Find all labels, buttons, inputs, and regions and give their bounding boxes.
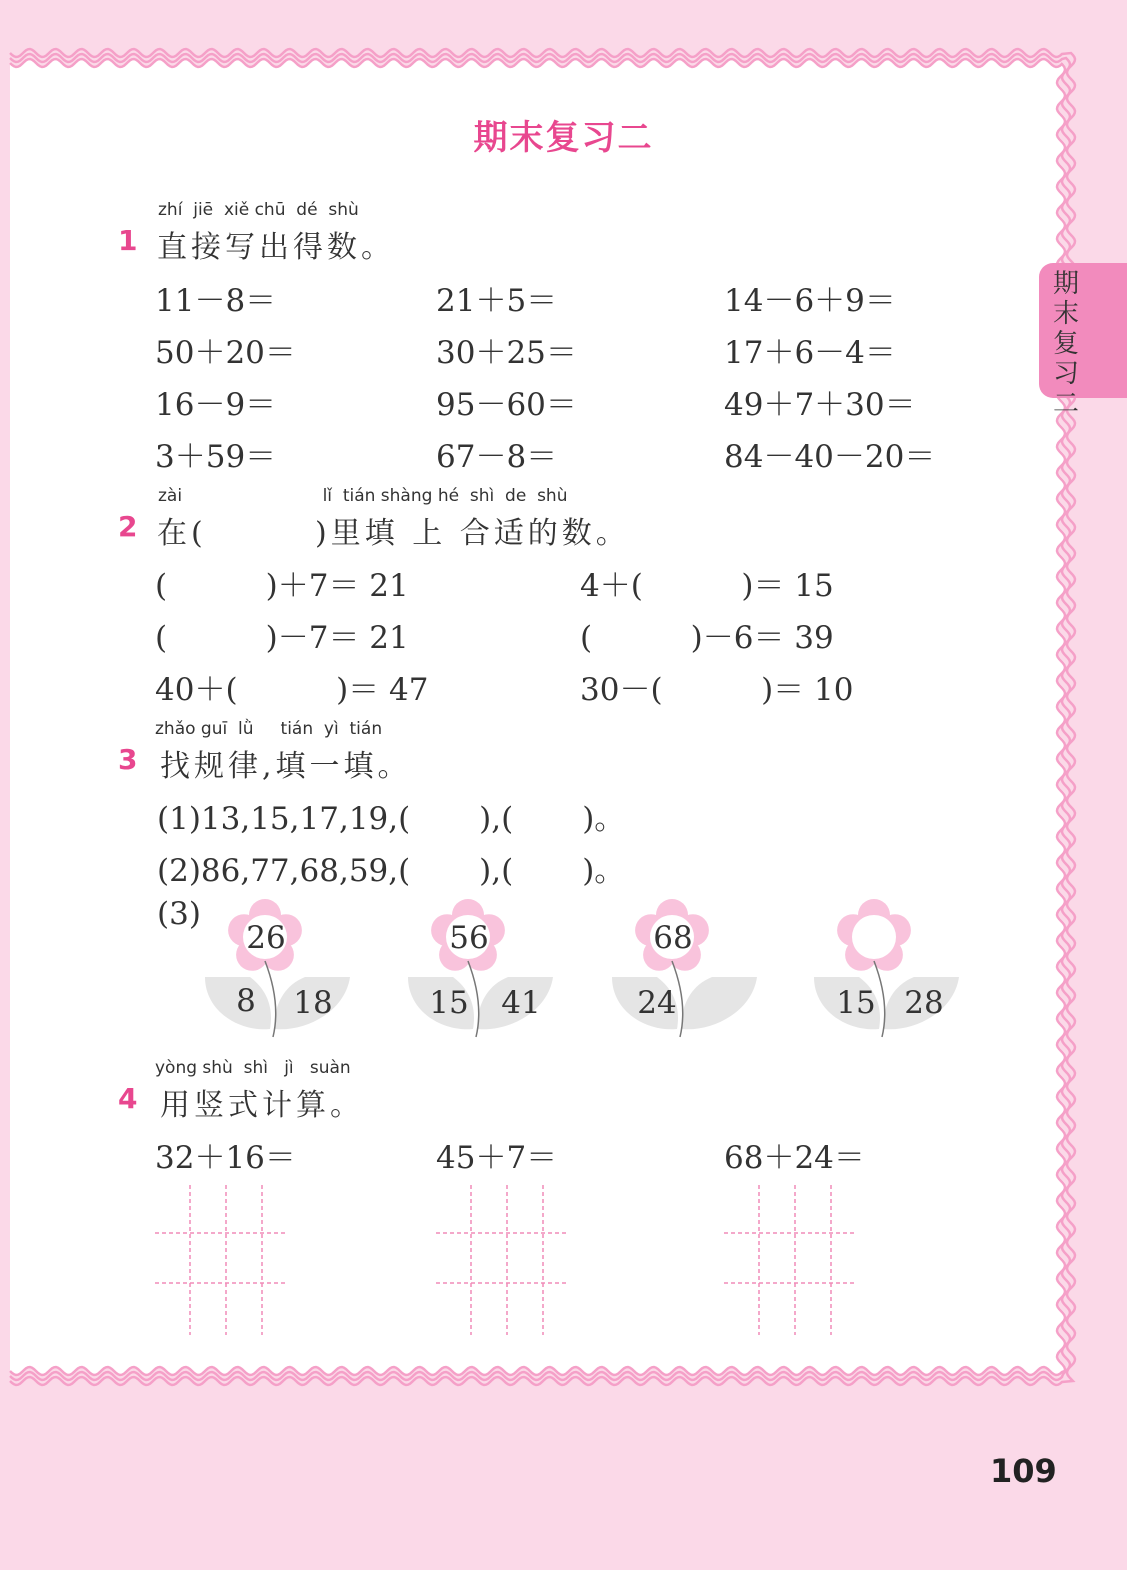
arithmetic-problem: 49＋7＋30＝: [724, 387, 916, 423]
arithmetic-problem: 14－6＋9＝: [724, 283, 896, 319]
flower-right-leaf-number: 41: [501, 985, 541, 1021]
section-1-number: 1: [118, 224, 138, 257]
flower-left-leaf-number: 15: [836, 985, 876, 1021]
sequence-problem: (1)13,15,17,19,( ),( )。: [157, 801, 626, 837]
flower-left-leaf-number: 24: [637, 985, 677, 1021]
arithmetic-problem: 84－40－20＝: [724, 439, 936, 475]
page-number: 109: [990, 1452, 1057, 1490]
section-3-number: 3: [118, 743, 138, 776]
arithmetic-problem: 67－8＝: [436, 439, 558, 475]
fill-blank-problem: ( )－6＝ 39: [580, 620, 834, 656]
flower-center-number: 26: [246, 920, 286, 956]
page-title: 期末复习二: [473, 118, 654, 158]
section-4-number: 4: [118, 1082, 138, 1115]
fill-blank-problem: 40＋( )＝ 47: [155, 672, 429, 708]
arithmetic-problem: 95－60＝: [436, 387, 577, 423]
arithmetic-problem: 16－9＝: [155, 387, 277, 423]
section-3-heading: 找规律,填一填。: [160, 749, 412, 784]
arithmetic-problem: 50＋20＝: [155, 335, 296, 371]
section-4-heading: 用竖式计算。: [160, 1088, 364, 1123]
vertical-calc-grid[interactable]: [436, 1185, 568, 1335]
side-tab-label: 期 末 复 习 二: [1052, 269, 1079, 419]
section-4-pinyin: yòng shù shì jì suàn: [155, 1058, 351, 1078]
vertical-calc-grid[interactable]: [155, 1185, 287, 1335]
fill-blank-problem: ( )－7＝ 21: [155, 620, 409, 656]
flower-center-number: 56: [449, 920, 489, 956]
flower-center-number: 68: [653, 920, 693, 956]
flower-right-leaf-number: 18: [293, 985, 333, 1021]
section-3-pinyin: zhǎo guī lǜ tián yì tián: [155, 719, 383, 739]
arithmetic-problem: 11－8＝: [155, 283, 277, 319]
arithmetic-problem: 17＋6－4＝: [724, 335, 896, 371]
fill-blank-problem: 30－( )＝ 10: [580, 672, 854, 708]
vertical-calc-problem: 32＋16＝: [155, 1140, 296, 1176]
vertical-calc-problem: 68＋24＝: [724, 1140, 865, 1176]
section-2-pinyin: zài lǐ tián shàng hé shì de shù: [158, 486, 568, 506]
section-1-pinyin: zhí jiē xiě chū dé shù: [158, 200, 359, 220]
arithmetic-problem: 21＋5＝: [436, 283, 558, 319]
fill-blank-problem: ( )＋7＝ 21: [155, 568, 409, 604]
arithmetic-problem: 30＋25＝: [436, 335, 577, 371]
arithmetic-problem: 3＋59＝: [155, 439, 277, 475]
vertical-calc-grid[interactable]: [724, 1185, 856, 1335]
flower-left-leaf-number: 8: [236, 983, 256, 1019]
flower-right-leaf-number: 28: [904, 985, 944, 1021]
section-2-heading: 在( )里填 上 合适的数。: [157, 516, 630, 551]
flower-left-leaf-number: 15: [429, 985, 469, 1021]
sequence-problem: (2)86,77,68,59,( ),( )。: [157, 853, 626, 889]
flower-problem-label: (3): [157, 896, 201, 932]
section-2-number: 2: [118, 510, 138, 543]
section-1-heading: 直接写出得数。: [157, 230, 395, 265]
fill-blank-problem: 4＋( )＝ 15: [580, 568, 834, 604]
vertical-calc-problem: 45＋7＝: [436, 1140, 558, 1176]
